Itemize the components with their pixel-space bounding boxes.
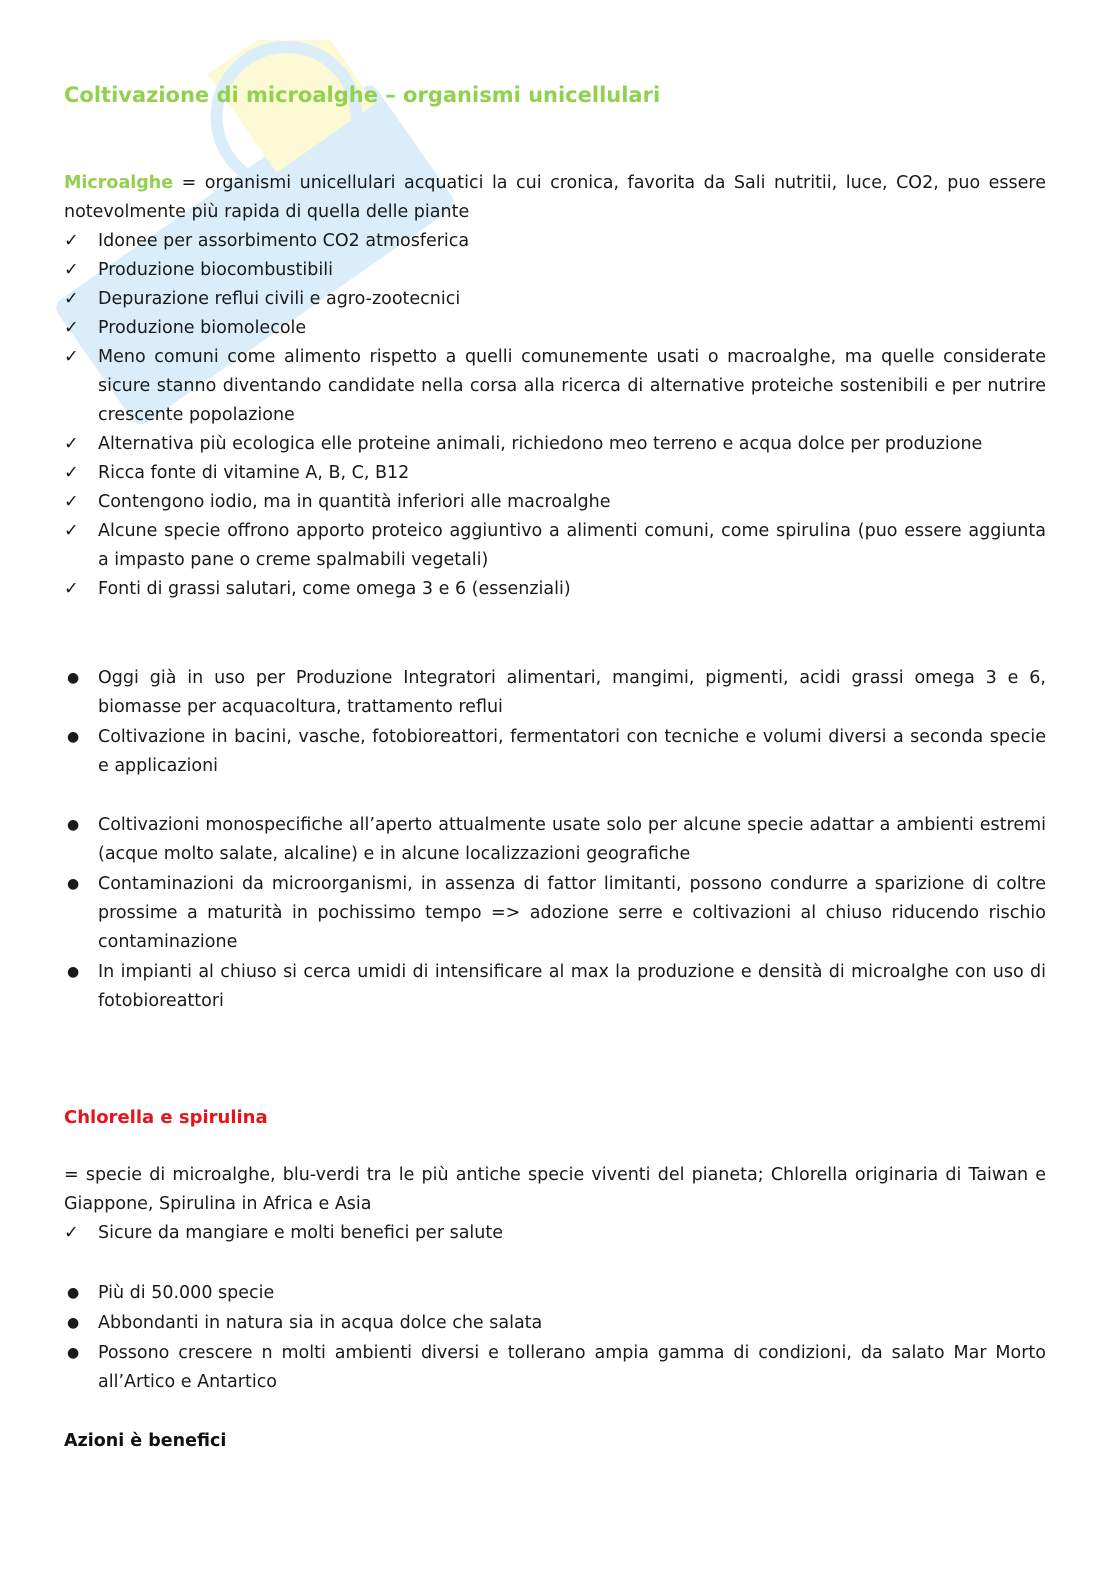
check-icon: ✓ bbox=[64, 492, 79, 512]
section-heading-azioni: Azioni è benefici bbox=[64, 1431, 227, 1451]
list-item: ● Più di 50.000 specie bbox=[64, 1279, 1046, 1308]
bullet-list-cultivation bbox=[64, 811, 1046, 1016]
list-item: ✓ Meno comuni come alimento rispetto a quelli comunemente usati o macroalghe, ma quelle considerate sicure stanno diventando candidate nella corsa alla ricerca di alternative proteiche sostenibili e per nutrire crescente popolazione bbox=[64, 343, 1046, 430]
check-icon: ✓ bbox=[64, 434, 79, 454]
list-item: ✓ Alcune specie offrono apporto proteico aggiuntivo a alimenti comuni, come spirulina (puo essere aggiunta a impasto pane o creme spalmabili vegetali) bbox=[64, 517, 1046, 575]
bullet-icon: ● bbox=[67, 670, 80, 686]
bullet-list-chlorella bbox=[64, 1279, 1046, 1397]
list-item: ● Contaminazioni da microorganismi, in assenza di fattor limitanti, possono condurre a sparizione di coltre prossime a maturità in pochissimo tempo => adozione serre e coltivazioni al chiuso riducendo rischio contaminazione bbox=[64, 870, 1046, 957]
intro-section bbox=[64, 169, 1046, 604]
list-item: ✓ Idonee per assorbimento CO2 atmosferica bbox=[64, 227, 1046, 256]
list-item: ✓ Ricca fonte di vitamine A, B, C, B12 bbox=[64, 459, 1046, 488]
list-item: ● Coltivazioni monospecifiche all’aperto attualmente usate solo per alcune specie adattar a ambienti estremi (acque molto salate, alcaline) e in alcune localizzazioni geografiche bbox=[64, 811, 1046, 869]
bullet-icon: ● bbox=[67, 1345, 80, 1361]
chlorella-intro: = specie di microalghe, blu-verdi tra le più antiche specie viventi del pianeta; Chlorella originaria di Taiwan e Giappone, Spirulina in Africa e Asia bbox=[64, 1165, 1046, 1214]
list-item: ✓ Contengono iodio, ma in quantità inferiori alle macroalghe bbox=[64, 488, 1046, 517]
bullet-icon: ● bbox=[67, 964, 80, 980]
check-icon: ✓ bbox=[64, 463, 79, 483]
check-icon: ✓ bbox=[64, 521, 79, 541]
list-item: ✓ Produzione biomolecole bbox=[64, 314, 1046, 343]
checklist-chlorella bbox=[64, 1219, 1046, 1248]
bullet-icon: ● bbox=[67, 729, 80, 745]
list-item: ✓ Depurazione reflui civili e agro-zootecnici bbox=[64, 285, 1046, 314]
list-item: ✓ Sicure da mangiare e molti benefici per salute bbox=[64, 1219, 1046, 1248]
check-icon: ✓ bbox=[64, 347, 79, 367]
intro-paragraph bbox=[64, 169, 1046, 227]
list-item: ✓ Alternativa più ecologica elle proteine animali, richiedono meo terreno e acqua dolce per produzione bbox=[64, 430, 1046, 459]
intro-term: Microalghe bbox=[64, 173, 174, 193]
check-icon: ✓ bbox=[64, 1223, 79, 1243]
list-item: ● Abbondanti in natura sia in acqua dolce che salata bbox=[64, 1309, 1046, 1338]
section-heading-chlorella: Chlorella e spirulina bbox=[64, 1107, 268, 1128]
intro-text: = organismi unicellulari acquatici la cui cronica, favorita da Sali nutritii, luce, CO2, puo essere notevolmente più rapida di quella delle piante bbox=[64, 173, 1046, 222]
list-item: ● In impianti al chiuso si cerca umidi di intensificare al max la produzione e densità di microalghe con uso di fotobioreattori bbox=[64, 958, 1046, 1016]
bullet-list-uses bbox=[64, 664, 1046, 781]
list-item: ● Possono crescere n molti ambienti diversi e tollerano ampia gamma di condizioni, da salato Mar Morto all’Artico e Antartico bbox=[64, 1339, 1046, 1397]
check-icon: ✓ bbox=[64, 289, 79, 309]
checklist-microalghe bbox=[64, 227, 1046, 604]
check-icon: ✓ bbox=[64, 318, 79, 338]
bullet-icon: ● bbox=[67, 1315, 80, 1331]
list-item: ✓ Produzione biocombustibili bbox=[64, 256, 1046, 285]
list-item: ✓ Fonti di grassi salutari, come omega 3 e 6 (essenziali) bbox=[64, 575, 1046, 604]
bullet-icon: ● bbox=[67, 876, 80, 892]
check-icon: ✓ bbox=[64, 579, 79, 599]
list-item: ● Oggi già in uso per Produzione Integratori alimentari, mangimi, pigmenti, acidi grassi omega 3 e 6, biomasse per acquacoltura, trattamento reflui bbox=[64, 664, 1046, 722]
page-title: Coltivazione di microalghe – organismi unicellulari bbox=[64, 83, 661, 107]
check-icon: ✓ bbox=[64, 231, 79, 251]
bullet-icon: ● bbox=[67, 817, 80, 833]
check-icon: ✓ bbox=[64, 260, 79, 280]
list-item: ● Coltivazione in bacini, vasche, fotobioreattori, fermentatori con tecniche e volumi diversi a seconda specie e applicazioni bbox=[64, 723, 1046, 781]
bullet-icon: ● bbox=[67, 1285, 80, 1301]
chlorella-section bbox=[64, 1161, 1046, 1248]
